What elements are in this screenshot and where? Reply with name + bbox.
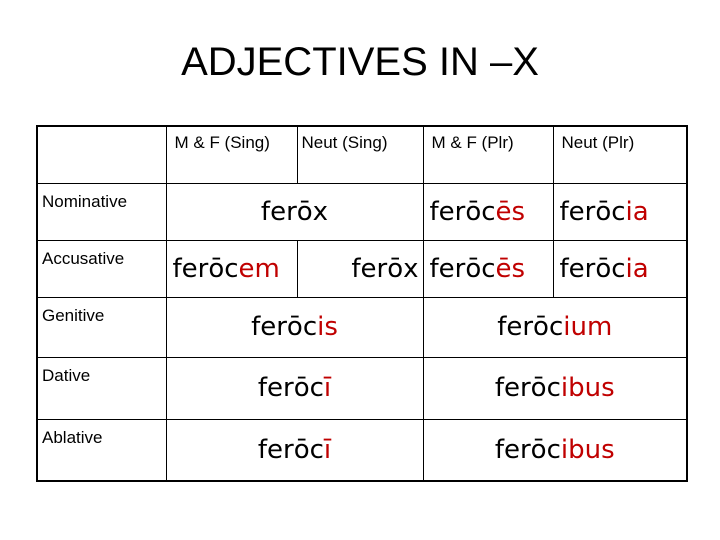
cell-accusative-mf-sing: ferōcem [166, 240, 297, 297]
cell-accusative-neut-sing: ferōx [297, 240, 423, 297]
cell-nominative-neut-plr: ferōcia [553, 183, 687, 240]
corner-cell [37, 126, 166, 183]
case-label-genitive: Genitive [37, 297, 166, 357]
header-mf-sing: M & F (Sing) [166, 126, 297, 183]
case-label-dative: Dative [37, 357, 166, 419]
header-neut-sing: Neut (Sing) [297, 126, 423, 183]
cell-accusative-neut-plr: ferōcia [553, 240, 687, 297]
slide-title: ADJECTIVES IN –X [181, 40, 539, 84]
row-accusative [37, 240, 687, 297]
cell-dative-plr: ferōcibus [423, 357, 687, 419]
case-label-ablative: Ablative [37, 419, 166, 481]
cell-accusative-mf-plr: ferōcēs [423, 240, 553, 297]
cell-ablative-sing: ferōcī [166, 419, 423, 481]
row-ablative [37, 419, 687, 481]
cell-dative-sing: ferōcī [166, 357, 423, 419]
header-row [37, 126, 687, 183]
case-label-accusative: Accusative [37, 240, 166, 297]
header-neut-plr: Neut (Plr) [553, 126, 687, 183]
cell-genitive-sing: ferōcis [166, 297, 423, 357]
row-dative [37, 357, 687, 419]
case-label-nominative: Nominative [37, 183, 166, 240]
cell-nominative-mf-plr: ferōcēs [423, 183, 553, 240]
cell-genitive-plr: ferōcium [423, 297, 687, 357]
row-genitive [37, 297, 687, 357]
cell-ablative-plr: ferōcibus [423, 419, 687, 481]
cell-nominative-sing: ferōx [166, 183, 423, 240]
row-nominative [37, 183, 687, 240]
header-mf-plr: M & F (Plr) [423, 126, 553, 183]
declension-table [36, 125, 688, 482]
